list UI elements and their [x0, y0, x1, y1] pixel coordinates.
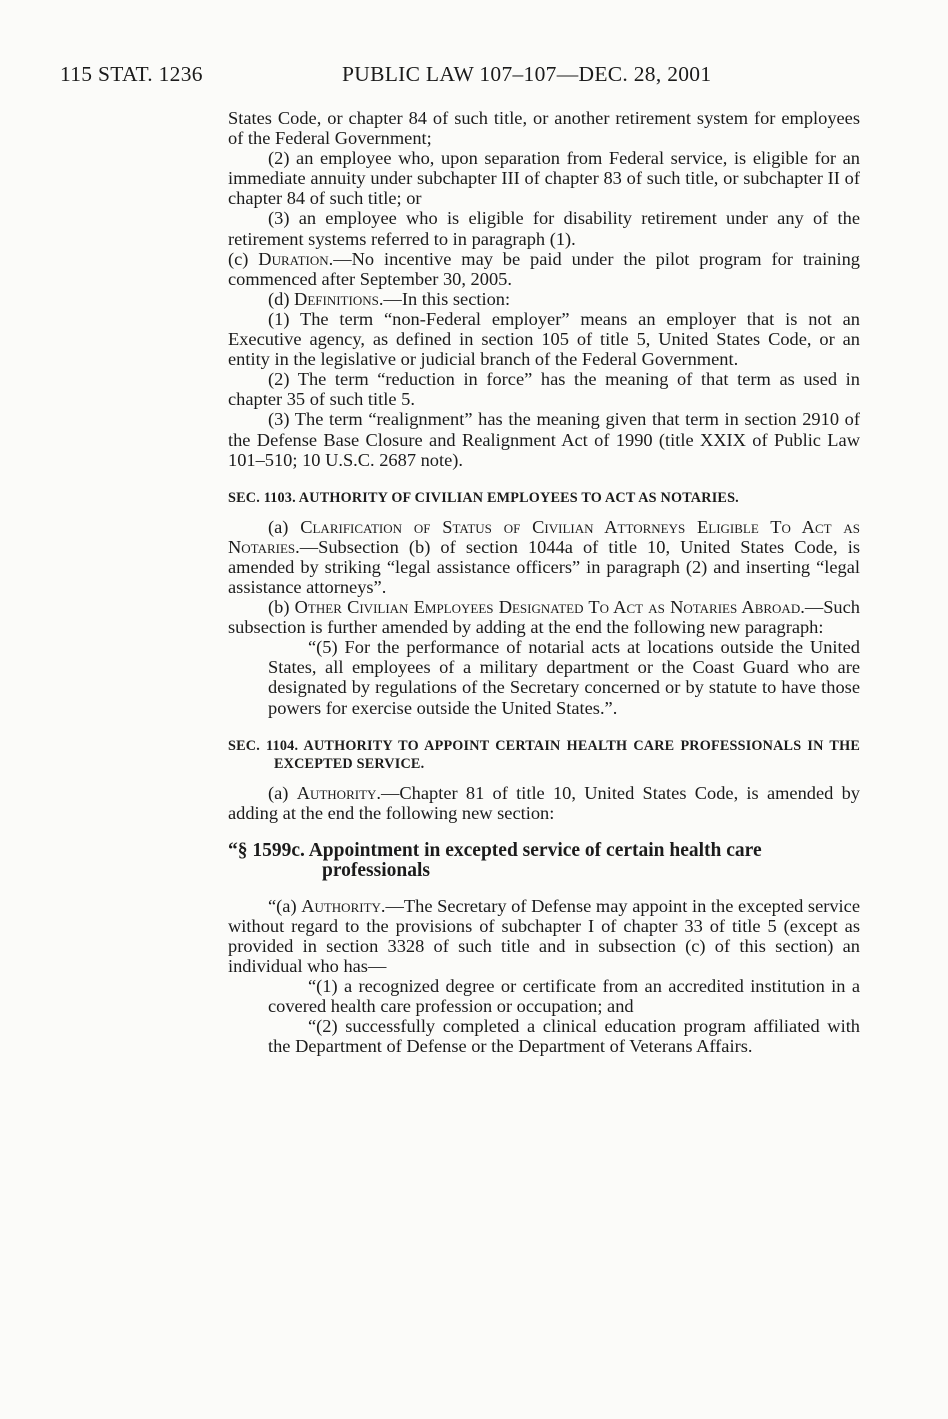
- section-1103-title: AUTHORITY OF CIVILIAN EMPLOYEES TO ACT AS NOTARIES.: [298, 489, 739, 506]
- section-1103-a-heading: Clarification of Status of Civilian Attorneys Eligible To Act as Notaries: [228, 516, 860, 557]
- section-1103-b-label: (b): [268, 597, 295, 618]
- quoted-a-label: “(a): [268, 895, 302, 916]
- quoted-a-text: .—The Secretary of Defense may appoint in the excepted service without regard to the provisions of subchapter I of chapter 33 of title 5 (except as provided in section 3328 of such title and in subsection (c) of this section) an individual who has—: [228, 895, 860, 977]
- quoted-subsection-a: [228, 896, 860, 976]
- section-1103-subsection-a: [228, 517, 860, 597]
- quoted-paragraph-5: “(5) For the performance of notarial acts at locations outside the United States, all employees of a military department or the Coast Guard who are designated by regulations of the Secretary concerned or by statute to have those powers for exercise outside the United States.”.: [268, 637, 860, 718]
- paragraph-continued: States Code, or chapter 84 of such title, or another retirement system for employees of the Federal Government;: [228, 108, 860, 149]
- section-1599c-title: Appointment in excepted service of certain health care professionals: [308, 839, 762, 882]
- section-1103-a-text: .—Subsection (b) of section 1044a of title 10, United States Code, is amended by striking “legal assistance officers” in paragraph (2) and inserting “legal assistance attorneys”.: [228, 536, 860, 597]
- paragraph-3: (3) an employee who is eligible for disability retirement under any of the retirement systems referred to in paragraph (1).: [228, 208, 860, 249]
- section-1103-b-text: .—Such subsection is further amended by adding at the end the following new paragraph:: [228, 597, 860, 638]
- section-1103-b-heading: Other Civilian Employees Designated To Act as Notaries Abroad: [294, 597, 801, 618]
- subsection-d-text: .—In this section:: [378, 288, 511, 309]
- section-1599c-number: “§ 1599c.: [228, 839, 305, 861]
- quoted-item-1: “(1) a recognized degree or certificate from an accredited institution in a covered health care profession or occupation; and: [268, 976, 860, 1017]
- public-law-citation: PUBLIC LAW 107–107—DEC. 28, 2001: [342, 62, 712, 86]
- section-1599c-heading: [228, 841, 860, 882]
- section-1104-a-text: .—Chapter 81 of title 10, United States Code, is amended by adding at the end the following new section:: [228, 782, 860, 823]
- subsection-d-label: (d): [268, 288, 295, 309]
- section-1104-number: SEC. 1104.: [228, 737, 304, 754]
- section-1103-subsection-b: [228, 597, 860, 637]
- stat-page-number: 115 STAT. 1236: [60, 62, 203, 86]
- page-body: [228, 108, 860, 1057]
- section-1104-a-label: (a): [268, 782, 297, 803]
- section-1104-subsection-a: [228, 783, 860, 823]
- subsection-c-heading: Duration: [258, 248, 329, 269]
- section-1104-title: AUTHORITY TO APPOINT CERTAIN HEALTH CARE PROFESSIONALS IN THE EXCEPTED SERVICE.: [274, 737, 860, 772]
- section-1103-number: SEC. 1103.: [228, 489, 299, 506]
- definition-1: (1) The term “non-Federal employer” means an employer that is not an Executive agency, as defined in section 105 of title 5, United States Code, or an entity in the legislative or judicial branch of the Federal Government.: [228, 308, 860, 370]
- definition-2: (2) The term “reduction in force” has the meaning of that term as used in chapter 35 of such title 5.: [228, 369, 860, 410]
- subsection-d-definitions: [228, 289, 860, 309]
- section-1103-heading: [228, 489, 860, 507]
- definition-3: (3) The term “realignment” has the meaning given that term in section 2910 of the Defense Base Closure and Realignment Act of 1990 (title XXIX of Public Law 101–510; 10 U.S.C. 2687 note).: [228, 409, 860, 470]
- subsection-c-text: .—No incentive may be paid under the pilot program for training commenced after September 30, 2005.: [228, 248, 860, 289]
- paragraph-2: (2) an employee who, upon separation from Federal service, is eligible for an immediate annuity under subchapter III of chapter 83 of such title, or subchapter II of chapter 84 of such title; or: [228, 148, 860, 209]
- section-1104-heading: [228, 737, 860, 773]
- subsection-d-heading: Definitions: [294, 288, 379, 309]
- quoted-item-2: “(2) successfully completed a clinical education program affiliated with the Department of Defense or the Department of Veterans Affairs.: [268, 1016, 860, 1057]
- quoted-a-heading: Authority: [301, 895, 381, 916]
- subsection-c-label: (c): [228, 248, 259, 269]
- section-1103-a-label: (a): [268, 516, 301, 537]
- section-1104-a-heading: Authority: [296, 782, 377, 803]
- subsection-c-duration: [228, 249, 860, 289]
